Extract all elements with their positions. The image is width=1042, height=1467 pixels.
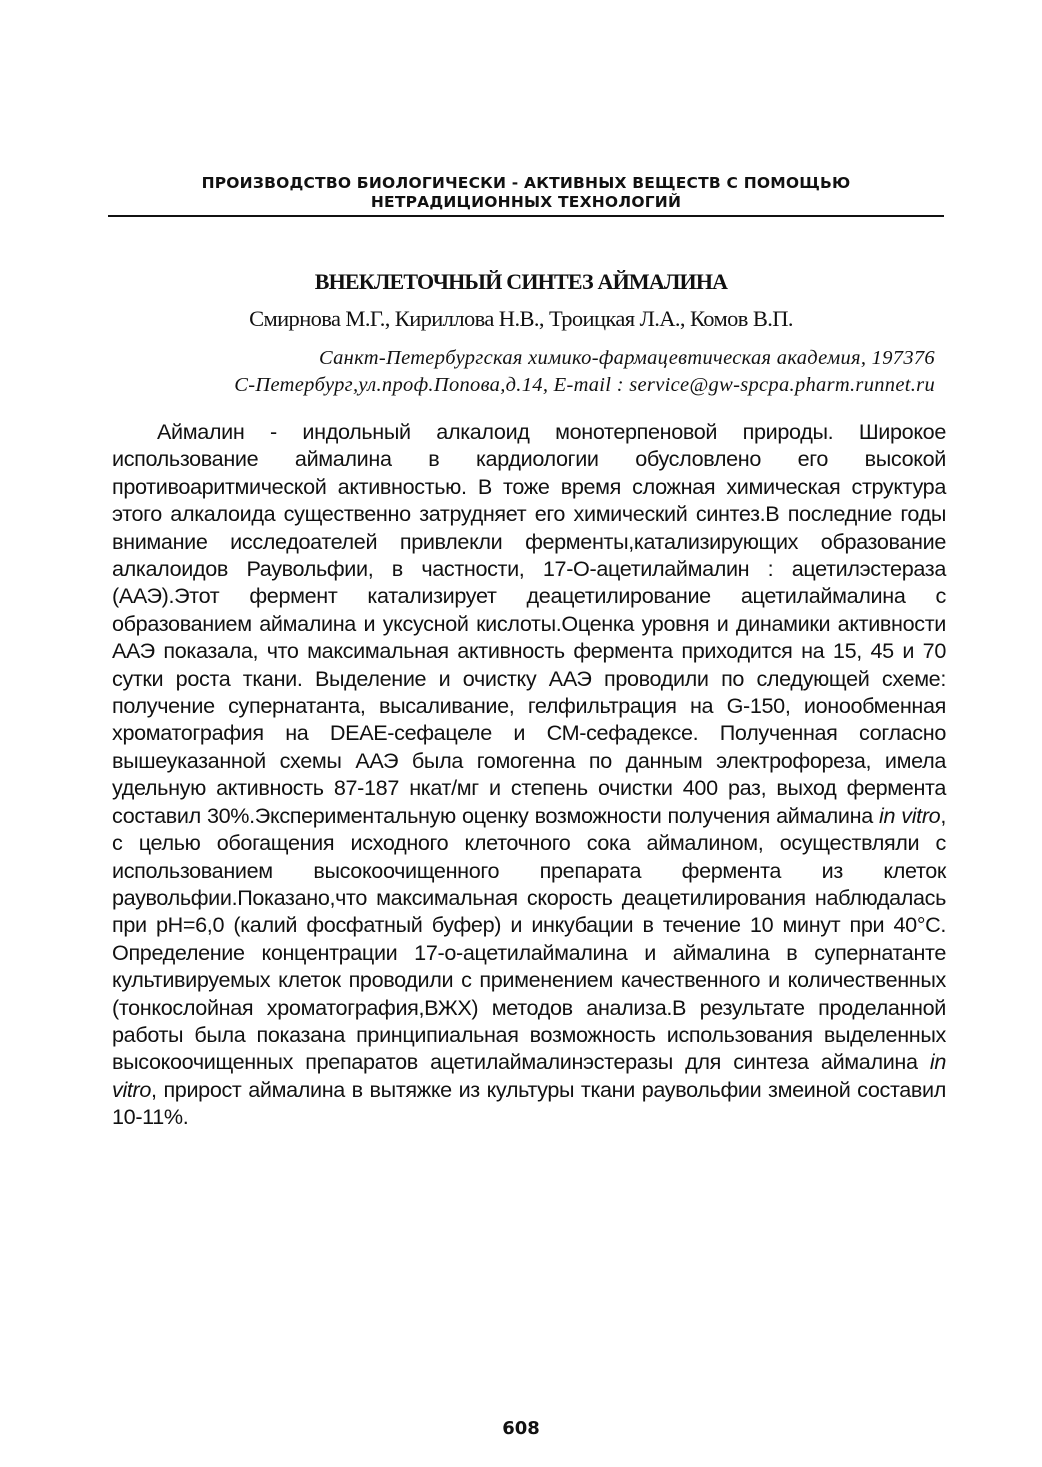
body-italic-in-vitro-2: in vitro	[112, 1049, 946, 1102]
body-text-part-3: , прирост аймалина в вытяжке из культуры ткани раувольфии змеиной составил 10-11%.	[112, 1076, 946, 1130]
article-title: ВНЕКЛЕТОЧНЫЙ СИНТЕЗ АЙМАЛИНА	[314, 269, 728, 294]
affiliation-line-1: Санкт-Петербургская химико-фармацевтическая академия, 197376	[318, 347, 935, 369]
page-number: 608	[502, 1418, 540, 1439]
abstract-body	[112, 418, 946, 1131]
article-affiliation	[100, 345, 935, 399]
body-text-part-2: , с целью обогащения исходного клеточного сока аймалином, осуществляли с использованием высокоочищенного препарата фермента из клеток раувольфии.Показано,что максимальная скорость деацетилирования наблюдалась при pH=6,0 (калий фосфатный буфер) и инкубации в течение 10 минут при 40°С. Определение концентрации 17-о-ацетилаймалина и аймалина в супернатанте культивируемых клеток проводили с применением качественного и количественных (тонкослойная хроматография,ВЖХ) методов анализа.В результате проделанной работы была показана принципиальная возможность использования выделенных высокоочищенных препаратов ацетилаймалинэстеразы для синтеза аймалина	[112, 802, 946, 1075]
body-text-part-1: Аймалин - индольный алкалоид монотерпеновой природы. Широкое использование аймалина в кардиологии обусловлено его высокой противоаритмической активностью. В тоже время сложная химическая структура этого алкалоида существенно затрудняет его химический синтез.В последние годы внимание исследоателей привлекли ферменты,катализирующих образование алкалоидов Раувольфии, в частности, 17-О-ацетилаймалин : ацетилэстераза (ААЭ).Этот фермент катализирует деацетилирование ацетилаймалина с образованием аймалина и уксусной кислоты.Оценка уровня и динамики активности ААЭ показала, что максимальная активность фермента приходится на 15, 45 и 70 сутки роста ткани. Выделение и очистку ААЭ проводили по следующей схеме: получение супернатанта, высаливание, гелфильтрация на G-150, ионообменная хроматография на DEAE-сефацеле и СМ-сефадексе. Полученная согласно вышеуказанной схемы ААЭ была гомогенна по данным электрофореза, имела удельную активность 87-187 нкат/мг и степень очистки 400 раз, выход фермента составил 30%.Экспериментальную оценку возможности получения аймалина	[112, 419, 946, 828]
running-header-line-1: ПРОИЗВОДСТВО БИОЛОГИЧЕСКИ - АКТИВНЫХ ВЕЩЕСТВ С ПОМОЩЬЮ	[201, 174, 851, 192]
running-header	[110, 174, 942, 212]
article-authors: Смирнова М.Г., Кириллова Н.В., Троицкая Л.А., Комов В.П.	[249, 306, 793, 331]
body-italic-in-vitro-1: in vitro	[879, 802, 941, 828]
running-header-line-2: НЕТРАДИЦИОННЫХ ТЕХНОЛОГИЙ	[370, 193, 682, 211]
header-divider	[108, 215, 944, 217]
affiliation-line-2: С-Петербург,ул.проф.Попова,д.14, E-mail : service@gw-spcpa.pharm.runnet.ru	[234, 374, 935, 396]
